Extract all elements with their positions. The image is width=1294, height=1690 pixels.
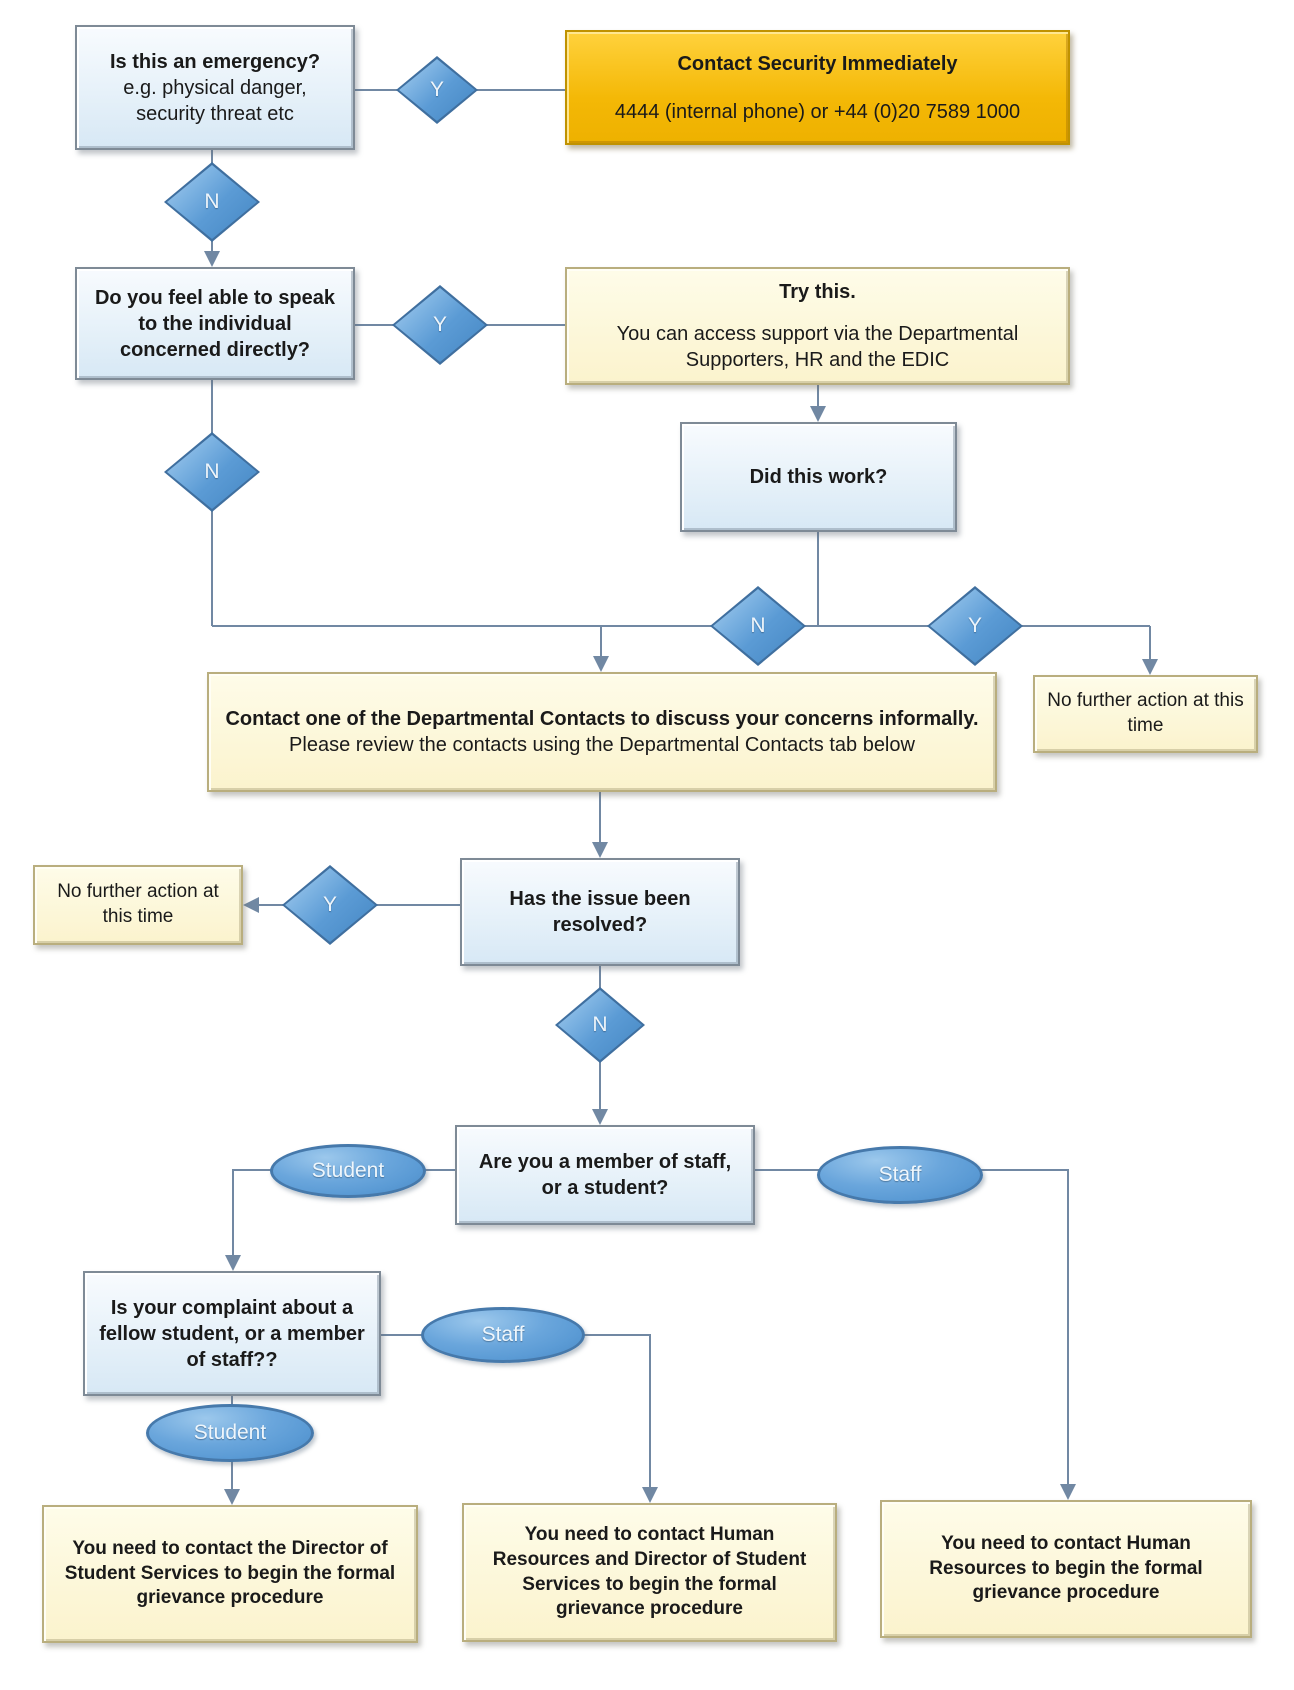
node-emergency-question bbox=[75, 25, 355, 150]
node-text: Please review the contacts using the Departmental Contacts tab below bbox=[289, 734, 915, 756]
decision-label: N bbox=[204, 190, 220, 213]
branch-label: Staff bbox=[878, 1163, 922, 1186]
decision-diamond-work-no bbox=[710, 586, 806, 666]
node-issue-resolved-question bbox=[460, 858, 740, 966]
node-staff-or-student-question bbox=[455, 1125, 755, 1225]
decision-diamond-resolved-yes bbox=[282, 865, 378, 945]
node-text: security threat etc bbox=[136, 102, 294, 125]
node-complaint-about-question bbox=[83, 1271, 381, 1396]
node-grievance-hr bbox=[880, 1500, 1252, 1638]
decision-diamond-speak-yes bbox=[392, 285, 488, 365]
node-title: You need to contact Human Resources to begin the formal grievance procedure bbox=[929, 1532, 1203, 1604]
branch-label: Student bbox=[311, 1159, 385, 1182]
node-text: 4444 (internal phone) or +44 (0)20 7589 1000 bbox=[614, 100, 1021, 123]
decision-label: Y bbox=[432, 313, 447, 336]
decision-diamond-speak-no bbox=[164, 432, 260, 512]
node-no-further-action-right bbox=[1033, 675, 1258, 753]
node-grievance-hr-and-student-services bbox=[462, 1503, 837, 1642]
node-departmental-contacts bbox=[207, 672, 997, 792]
node-text: You can access support via the Departmental Supporters, HR and the EDIC bbox=[616, 323, 1019, 371]
decision-label: Y bbox=[322, 893, 337, 916]
node-did-this-work-question bbox=[680, 422, 957, 532]
decision-label: Y bbox=[967, 614, 982, 637]
branch-ellipse-complaint-student bbox=[146, 1404, 314, 1462]
node-title: You need to contact Human Resources and Director of Student Services to begin the formal grievance procedure bbox=[492, 1524, 807, 1620]
node-title: Is your complaint about a fellow student, or a member of staff?? bbox=[99, 1296, 365, 1371]
branch-label: Student bbox=[193, 1421, 267, 1444]
node-title: Contact Security Immediately bbox=[677, 52, 958, 75]
node-title: Is this an emergency? bbox=[109, 50, 321, 73]
node-no-further-action-left bbox=[33, 865, 243, 945]
node-text: No further action at this time bbox=[57, 881, 219, 927]
node-text: No further action at this time bbox=[1047, 690, 1244, 736]
decision-diamond-emergency-yes bbox=[396, 56, 478, 124]
branch-ellipse-staff bbox=[817, 1146, 983, 1204]
node-grievance-student-services bbox=[42, 1505, 418, 1643]
branch-ellipse-student bbox=[270, 1144, 426, 1198]
decision-diamond-resolved-no bbox=[555, 987, 645, 1063]
node-speak-directly-question bbox=[75, 267, 355, 380]
node-title: Contact one of the Departmental Contacts to discuss your concerns informally. bbox=[225, 708, 979, 730]
node-title: Do you feel able to speak to the individual concerned directly? bbox=[94, 286, 336, 361]
node-try-this bbox=[565, 267, 1070, 385]
decision-label: Y bbox=[429, 78, 444, 101]
decision-diamond-emergency-no bbox=[164, 162, 260, 242]
node-contact-security bbox=[565, 30, 1070, 145]
decision-label: N bbox=[750, 614, 766, 637]
node-title: Did this work? bbox=[749, 466, 888, 488]
node-title: You need to contact the Director of Student Services to begin the formal grievance procedure bbox=[64, 1537, 396, 1609]
branch-ellipse-complaint-staff bbox=[421, 1307, 585, 1363]
node-title: Has the issue been resolved? bbox=[509, 888, 691, 936]
node-text: e.g. physical danger, bbox=[123, 76, 307, 99]
branch-label: Staff bbox=[481, 1323, 525, 1346]
decision-label: N bbox=[592, 1013, 608, 1036]
node-title: Try this. bbox=[779, 281, 856, 303]
decision-label: N bbox=[204, 460, 220, 483]
decision-diamond-work-yes bbox=[927, 586, 1023, 666]
connector-staff-branch bbox=[755, 1170, 1068, 1498]
node-title: Are you a member of staff, or a student? bbox=[478, 1151, 732, 1199]
